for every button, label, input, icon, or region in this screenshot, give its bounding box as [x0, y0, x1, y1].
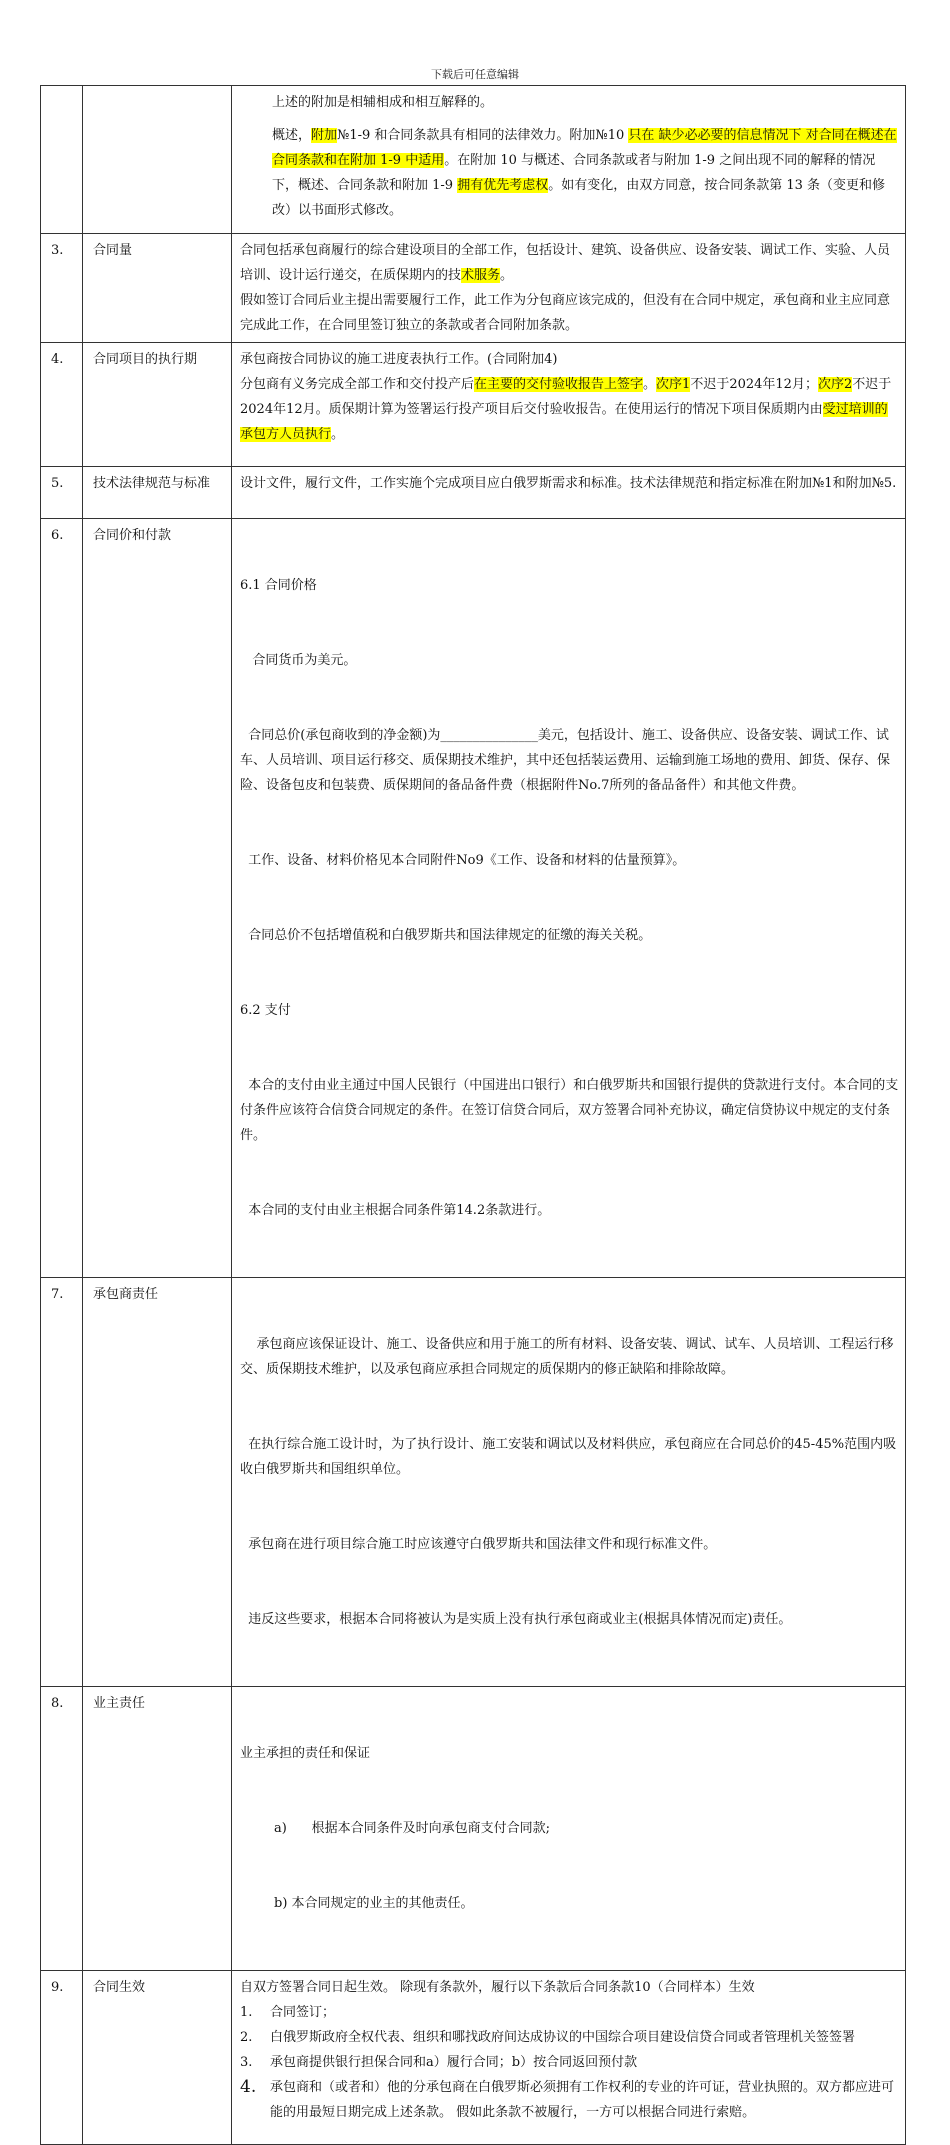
row-body [232, 234, 906, 343]
list-item: 3. 承包商提供银行担保合同和a）履行合同；b）按合同返回预付款 [240, 2055, 638, 2070]
table-row [41, 234, 906, 343]
paragraph: 合同总价不包括增值税和白俄罗斯共和国法律规定的征缴的海关关税。 [240, 928, 652, 943]
paragraph: 概述，附加№1-9 和合同条款具有相同的法律效力。附加№10 只在 缺少必必要的信息情况下 对合同在概述在合同条款和在附加 1-9 中适用。在附加 10 与概述、合同条款或者与附加 1-9 之间出现不同的解释的情况下，概述、合同条款和附加 1-9 拥有优先考虑权。如有变化，由双方同意，按合同条款第 13 条（变更和修改）以书面形式修改。 [272, 128, 897, 218]
row-body [232, 467, 906, 519]
highlight: 在主要的交付验收报告上签字 [474, 377, 644, 392]
row-title: 合同生效 [83, 1971, 232, 2145]
paragraph: 设计文件，履行文件，工作实施个完成项目应白俄罗斯需求和标准。技术法律规范和指定标准在附加№1和附加№5. [240, 476, 897, 491]
row-body [232, 519, 906, 1278]
table-row [41, 1687, 906, 1971]
subheading: 6.1 合同价格 [240, 578, 317, 593]
highlight: 次序2 [817, 377, 853, 392]
row-title: 技术法律规范与标准 [83, 467, 232, 519]
highlight: 次序1 [656, 377, 691, 392]
row-number: 5. [41, 467, 83, 519]
table-row [41, 467, 906, 519]
list-item: 1. 合同签订； [240, 2005, 336, 2020]
table-row [41, 1971, 906, 2145]
row-number: 6. [41, 519, 83, 1278]
paragraph: 工作、设备、材料价格见本合同附件No9《工作、设备和材料的估量预算》。 [240, 853, 686, 868]
row-title: 业主责任 [83, 1687, 232, 1971]
list-item: b) 本合同规定的业主的其他责任。 [274, 1896, 474, 1911]
table-row [41, 343, 906, 467]
contract-table [40, 85, 906, 2145]
row-title: 合同项目的执行期 [83, 343, 232, 467]
row-body [232, 86, 906, 234]
highlight: 附加 [311, 128, 338, 143]
paragraph: 违反这些要求，根据本合同将被认为是实质上没有执行承包商或业主(根据具体情况而定)责任。 [240, 1612, 792, 1627]
paragraph: 合同货币为美元。 [240, 653, 357, 668]
row-body [232, 1687, 906, 1971]
row-body [232, 1971, 906, 2145]
row-title: 合同量 [83, 234, 232, 343]
paragraph: 分包商有义务完成全部工作和交付投产后在主要的交付验收报告上签字。次序1不迟于2024年12月；次序2不迟于2024年12月。质保期计算为签署运行投产项目后交付验收报告。在使用运行的情况下项目保质期内由受过培训的承包方人员执行。 [240, 377, 892, 442]
paragraph: 上述的附加是相辅相成和相互解释的。 [272, 95, 494, 110]
list-item: 4. 承包商和（或者和）他的分承包商在白俄罗斯必须拥有工作权利的专业的许可证，营业执照的。双方都应进可能的用最短日期完成上述条款。 假如此条款不被履行，一方可以根据合同进行索赔。 [240, 2077, 895, 2120]
row-number: 7. [41, 1278, 83, 1687]
list-item: 2. 白俄罗斯政府全权代表、组织和哪找政府间达成协议的中国综合项目建设信贷合同或者管理机关签签署 [240, 2030, 856, 2045]
row-title: 合同价和付款 [83, 519, 232, 1278]
paragraph: 承包商应该保证设计、施工、设备供应和用于施工的所有材料、设备安装、调试、试车、人员培训、工程运行移交、质保期技术维护，以及承包商应承担合同规定的质保期内的修正缺陷和排除故障。 [240, 1337, 894, 1377]
paragraph: 自双方签署合同日起生效。 除现有条款外，履行以下条款后合同条款10（合同样本）生效 [240, 1980, 755, 1995]
row-number: 9. [41, 1971, 83, 2145]
paragraph: 承包商按合同协议的施工进度表执行工作。(合同附加4) [240, 352, 558, 367]
paragraph: 业主承担的责任和保证 [240, 1746, 371, 1761]
highlight: 只在 缺少必必要的信息情况下 对合同在概述在合同条款和在附加 1-9 中适用 [272, 128, 897, 168]
table-row [41, 519, 906, 1278]
row-number: 4. [41, 343, 83, 467]
row-number: 8. [41, 1687, 83, 1971]
highlight: 拥有优先考虑权 [457, 178, 549, 193]
highlight: 术服务 [461, 268, 501, 283]
paragraph: 本合的支付由业主通过中国人民银行（中国进出口银行）和白俄罗斯共和国银行提供的贷款进行支付。本合同的支付条件应该符合信贷合同规定的条件。在签订信贷合同后，双方签署合同补充协议，确定信贷协议中规定的支付条件。 [240, 1078, 899, 1143]
list-item: a) 根据本合同条件及时向承包商支付合同款; [274, 1821, 550, 1836]
paragraph: 假如签订合同后业主提出需要履行工作，此工作为分包商应该完成的，但没有在合同中规定，承包商和业主应同意完成此工作，在合同里签订独立的条款或者合同附加条款。 [240, 293, 891, 333]
row-body [232, 1278, 906, 1687]
paragraph: 承包商在进行项目综合施工时应该遵守白俄罗斯共和国法律文件和现行标准文件。 [240, 1537, 717, 1552]
paragraph: 本合同的支付由业主根据合同条件第14.2条款进行。 [240, 1203, 551, 1218]
row-body [232, 343, 906, 467]
paragraph: 合同总价(承包商收到的净金额)为_______________美元，包括设计、施工、设备供应、设备安装、调试工作、试车、人员培训、项目运行移交、质保期技术维护，其中还包括装运费用、运输到施工场地的费用、卸货、保存、保险、设备包皮和包装费、质保期间的备品备件费（根据附件No.7所列的备品备件）和其他文件费。 [240, 728, 891, 793]
row-number: 3. [41, 234, 83, 343]
paragraph: 在执行综合施工设计时，为了执行设计、施工安装和调试以及材料供应，承包商应在合同总价的45-45%范围内吸收白俄罗斯共和国组织单位。 [240, 1437, 897, 1477]
highlight: 受过培训的承包方人员执行 [240, 402, 888, 442]
paragraph: 合同包括承包商履行的综合建设项目的全部工作，包括设计、建筑、设备供应、设备安装、调试工作、实验、人员培训、设计运行递交，在质保期内的技术服务。 [240, 243, 891, 283]
table-row [41, 86, 906, 234]
page-header: 下载后可任意编辑 [431, 68, 519, 81]
row-title: 承包商责任 [83, 1278, 232, 1687]
subheading: 6.2 支付 [240, 1003, 291, 1018]
table-row [41, 1278, 906, 1687]
